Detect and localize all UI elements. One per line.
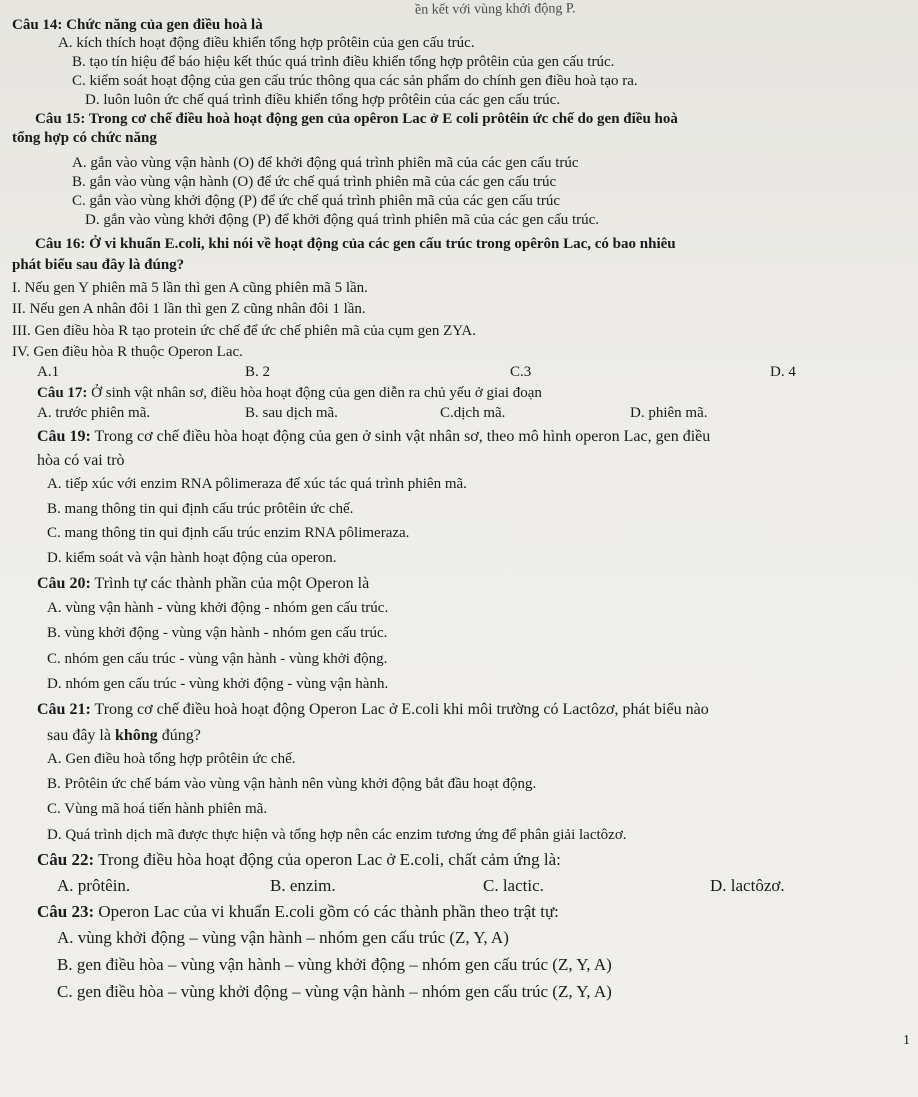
q20-option-b: B. vùng khởi động - vùng vận hành - nhóm gen cấu trúc. <box>47 625 388 641</box>
question-stem: đúng? <box>157 727 201 744</box>
q23-option-a: A. vùng khởi động – vùng vận hành – nhóm gen cấu trúc (Z, Y, A) <box>57 928 509 947</box>
question-23-stem <box>37 902 559 922</box>
question-stem: Trình tự các thành phần của một Operon là <box>90 575 370 592</box>
question-21-stem-cont <box>47 726 201 745</box>
q16-statement-3: III. Gen điều hòa R tạo protein ức chế để ức chế phiên mã của cụm gen ZYA. <box>12 323 477 339</box>
question-20-stem <box>37 574 369 593</box>
q22-option-d: D. lactôzơ. <box>710 876 785 895</box>
header-fragment: ền kết với vùng khởi động P. <box>414 1 576 18</box>
question-15-stem <box>35 110 678 128</box>
q16-statement-1: I. Nếu gen Y phiên mã 5 lần thì gen A cũng phiên mã 5 lần. <box>12 280 368 296</box>
q21-option-d: D. Quá trình dịch mã được thực hiện và tổng hợp nên các enzim tương ứng để phân giải lactôzơ. <box>47 827 627 843</box>
q14-option-a: A. kích thích hoạt động điều khiển tổng hợp prôtêin của gen cấu trúc. <box>58 35 475 51</box>
page-number: 1 <box>903 1033 910 1048</box>
q21-option-b: B. Prôtêin ức chế bám vào vùng vận hành nên vùng khởi động bắt đầu hoạt động. <box>47 776 537 792</box>
question-15-stem-cont <box>12 129 157 147</box>
q16-option-c: C.3 <box>510 364 532 380</box>
q14-option-d: D. luôn luôn ức chế quá trình điều khiển tổng hợp prôtêin của các gen cấu trúc. <box>85 92 561 108</box>
q15-option-a: A. gắn vào vùng vận hành (O) để khởi động quá trình phiên mã của các gen cấu trúc <box>72 155 579 171</box>
q16-option-b: B. 2 <box>245 364 271 380</box>
question-stem: Ở vi khuẩn E.coli, khi nói về hoạt động của các gen cấu trúc trong opêrôn Lac, có bao nhiêu <box>85 236 676 252</box>
q15-option-b: B. gắn vào vùng vận hành (O) để ức chế quá trình phiên mã của các gen cấu trúc <box>72 174 557 190</box>
q14-option-b: B. tạo tín hiệu để báo hiệu kết thúc quá trình điều khiển tổng hợp prôtêin của gen cấu trúc. <box>72 54 615 70</box>
q17-option-a: A. trước phiên mã. <box>37 405 151 421</box>
question-19-stem-cont: hòa có vai trò <box>37 452 125 469</box>
question-stem: Trong cơ chế điều hòa hoạt động của gen ở sinh vật nhân sơ, theo mô hình operon Lac, gen điều <box>90 428 711 445</box>
q19-option-a: A. tiếp xúc với enzim RNA pôlimeraza để xúc tác quá trình phiên mã. <box>47 476 467 492</box>
question-stem: tổng hợp có chức năng <box>12 130 157 146</box>
question-label: Câu 19: <box>37 428 91 445</box>
emphasis-word: không <box>114 727 158 744</box>
question-label: Câu 17: <box>37 385 88 401</box>
question-label: Câu 22: <box>37 850 95 869</box>
q21-option-a: A. Gen điều hoà tổng hợp prôtêin ức chế. <box>47 751 296 767</box>
question-label: Câu 16: <box>35 236 86 252</box>
q19-option-b: B. mang thông tin qui định cấu trúc prôtêin ức chế. <box>47 501 354 517</box>
q23-option-b: B. gen điều hòa – vùng vận hành – vùng khởi động – nhóm gen cấu trúc (Z, Y, A) <box>57 955 612 974</box>
question-stem: phát biểu sau đây là đúng? <box>12 257 185 273</box>
q21-option-c: C. Vùng mã hoá tiến hành phiên mã. <box>47 801 268 817</box>
question-label: Câu 23: <box>37 902 95 921</box>
question-stem: Trong cơ chế điều hoà hoạt động gen của opêron Lac ở E coli prôtêin ức chế do gen điều hoà <box>85 111 678 127</box>
q17-option-b: B. sau dịch mã. <box>245 405 338 421</box>
question-22-stem <box>37 850 561 870</box>
q16-statement-2: II. Nếu gen A nhân đôi 1 lần thì gen Z cũng nhân đôi 1 lần. <box>12 301 366 317</box>
question-16-stem <box>35 235 676 253</box>
q20-option-c: C. nhóm gen cấu trúc - vùng vận hành - vùng khởi động. <box>47 651 388 667</box>
q16-statement-4: IV. Gen điều hòa R thuộc Operon Lac. <box>12 344 243 360</box>
question-14-stem <box>12 16 263 34</box>
q20-option-a: A. vùng vận hành - vùng khởi động - nhóm gen cấu trúc. <box>47 600 389 616</box>
q17-option-d: D. phiên mã. <box>630 405 708 421</box>
q17-option-c: C.dịch mã. <box>440 405 506 421</box>
question-16-stem-cont <box>12 256 184 274</box>
question-label: Câu 21: <box>37 701 91 718</box>
q16-option-d: D. 4 <box>770 364 796 380</box>
q19-option-d: D. kiểm soát và vận hành hoạt động của operon. <box>47 550 337 566</box>
q22-option-c: C. lactic. <box>483 876 544 895</box>
question-21-stem <box>37 700 709 719</box>
question-stem: Ở sinh vật nhân sơ, điều hòa hoạt động của gen diễn ra chủ yếu ở giai đoạn <box>87 385 542 401</box>
question-label: Câu 20: <box>37 575 91 592</box>
question-stem: Operon Lac của vi khuẩn E.coli gồm có các thành phần theo trật tự: <box>94 902 559 921</box>
question-stem: Chức năng của gen điều hoà là <box>62 17 263 33</box>
q22-option-a: A. prôtêin. <box>57 876 131 895</box>
q19-option-c: C. mang thông tin qui định cấu trúc enzim RNA pôlimeraza. <box>47 525 410 541</box>
q15-option-c: C. gắn vào vùng khởi động (P) để ức chế quá trình phiên mã của các gen cấu trúc <box>72 193 560 209</box>
q23-option-c: C. gen điều hòa – vùng khởi động – vùng vận hành – nhóm gen cấu trúc (Z, Y, A) <box>57 982 612 1001</box>
q22-option-b: B. enzim. <box>270 876 336 895</box>
q20-option-d: D. nhóm gen cấu trúc - vùng khởi động - vùng vận hành. <box>47 676 389 692</box>
question-label: Câu 15: <box>35 111 86 127</box>
q15-option-d: D. gắn vào vùng khởi động (P) để khởi động quá trình phiên mã của các gen cấu trúc. <box>85 212 600 228</box>
question-stem: sau đây là <box>47 727 115 744</box>
question-17-stem <box>37 384 542 402</box>
question-label: Câu 14: <box>12 17 63 33</box>
question-19-stem <box>37 427 710 446</box>
q14-option-c: C. kiểm soát hoạt động của gen cấu trúc thông qua các sản phẩm do chính gen điều hoà tạo ra. <box>72 73 638 89</box>
question-stem: Trong cơ chế điều hoà hoạt động Operon Lac ở E.coli khi môi trường có Lactôzơ, phát biểu nào <box>90 701 709 718</box>
q16-option-a: A.1 <box>37 364 60 380</box>
question-stem: Trong điều hòa hoạt động của operon Lac ở E.coli, chất cảm ứng là: <box>94 850 561 869</box>
